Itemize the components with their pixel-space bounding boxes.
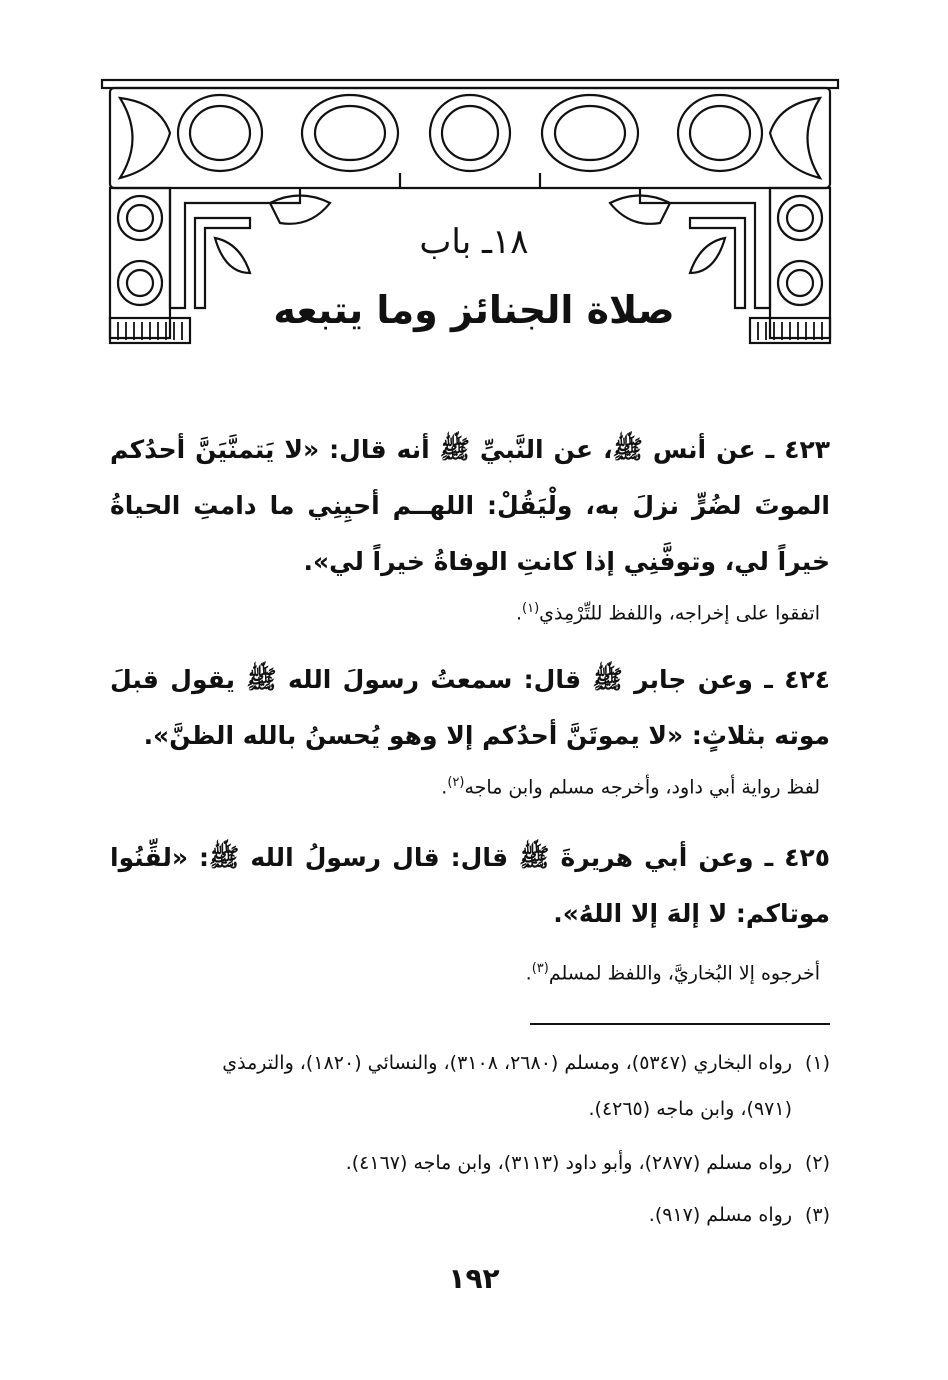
footnote-text: رواه مسلم (٩١٧). <box>648 1204 792 1226</box>
hadith-block-423 <box>110 422 830 628</box>
hadith-block-424 <box>110 652 830 802</box>
footnote-ref: (٢) <box>447 775 465 790</box>
hadith-source-note: لفظ رواية أبي داود، وأخرجه مسلم وابن ماجه$^{(٢)}$. <box>441 775 820 799</box>
note-text: اتفقوا على إخراجه، واللفظ للتِّرْمِذي <box>539 602 820 625</box>
footnote-text: رواه البخاري (٥٣٤٧)، ومسلم (٢٦٨٠، ٣١٠٨)، والنسائي (١٨٢٠)، والترمذي <box>222 1052 792 1074</box>
footnote-mark: (١) <box>804 1052 830 1074</box>
footnote-text-continued: (٩٧١)، وابن ماجه (٤٢٦٥). <box>588 1098 792 1120</box>
hadith-text: ٤٢٥ ـ وعن أبي هريرةَ ﷺ قال: قال رسولُ الله ﷺ: «لقِّنُوا موتاكم: لا إلهَ إلا اللهُ». <box>110 843 830 928</box>
note-text: لفظ رواية أبي داود، وأخرجه مسلم وابن ماجه <box>464 776 820 799</box>
footnote-ref: (٣) <box>531 961 549 976</box>
footnote-1 <box>110 1040 830 1132</box>
hadith-source-note: أخرجوه إلا البُخاريَّ، واللفظ لمسلم$^{(٣)}$. <box>525 961 820 985</box>
hadith-text: ٤٢٣ ـ عن أنس ﷺ، عن النَّبيِّ ﷺ أنه قال: «لا يَتمنَّيَنَّ أحدُكم الموتَ لضُرٍّ نزلَ به، ولْيَقُلْ: اللهــم أحيِنِي ما دامتِ الحياةُ خيراً لي، وتوفَّنِي إذا كانتِ الوفاةُ خيراً لي». <box>110 435 830 576</box>
footnote-text: رواه مسلم (٢٨٧٧)، وأبو داود (٣١١٣)، وابن ماجه (٤١٦٧). <box>345 1152 792 1174</box>
note-text: أخرجوه إلا البُخاريَّ، واللفظ لمسلم <box>548 962 820 985</box>
footnote-divider <box>530 1023 830 1025</box>
page-number: ١٩٢ <box>448 1262 500 1295</box>
footnote-mark: (٣) <box>804 1204 830 1226</box>
footnote-ref: (١) <box>522 601 540 616</box>
chapter-title: صلاة الجنائز وما يتبعه <box>273 288 675 332</box>
hadith-text: ٤٢٤ ـ وعن جابر ﷺ قال: سمعتُ رسولَ الله ﷺ يقول قبلَ موته بثلاثٍ: «لا يموتَنَّ أحدُكم إلا وهو يُحسنُ بالله الظنَّ». <box>110 665 830 750</box>
footnote-2 <box>110 1140 830 1186</box>
footnote-3 <box>110 1192 830 1238</box>
chapter-number: ١٨ـ باب <box>419 222 529 262</box>
footnote-mark: (٢) <box>804 1152 830 1174</box>
hadith-block-425 <box>110 830 830 988</box>
hadith-source-note: اتفقوا على إخراجه، واللفظ للتِّرْمِذي$^{(١)}$. <box>515 601 820 625</box>
